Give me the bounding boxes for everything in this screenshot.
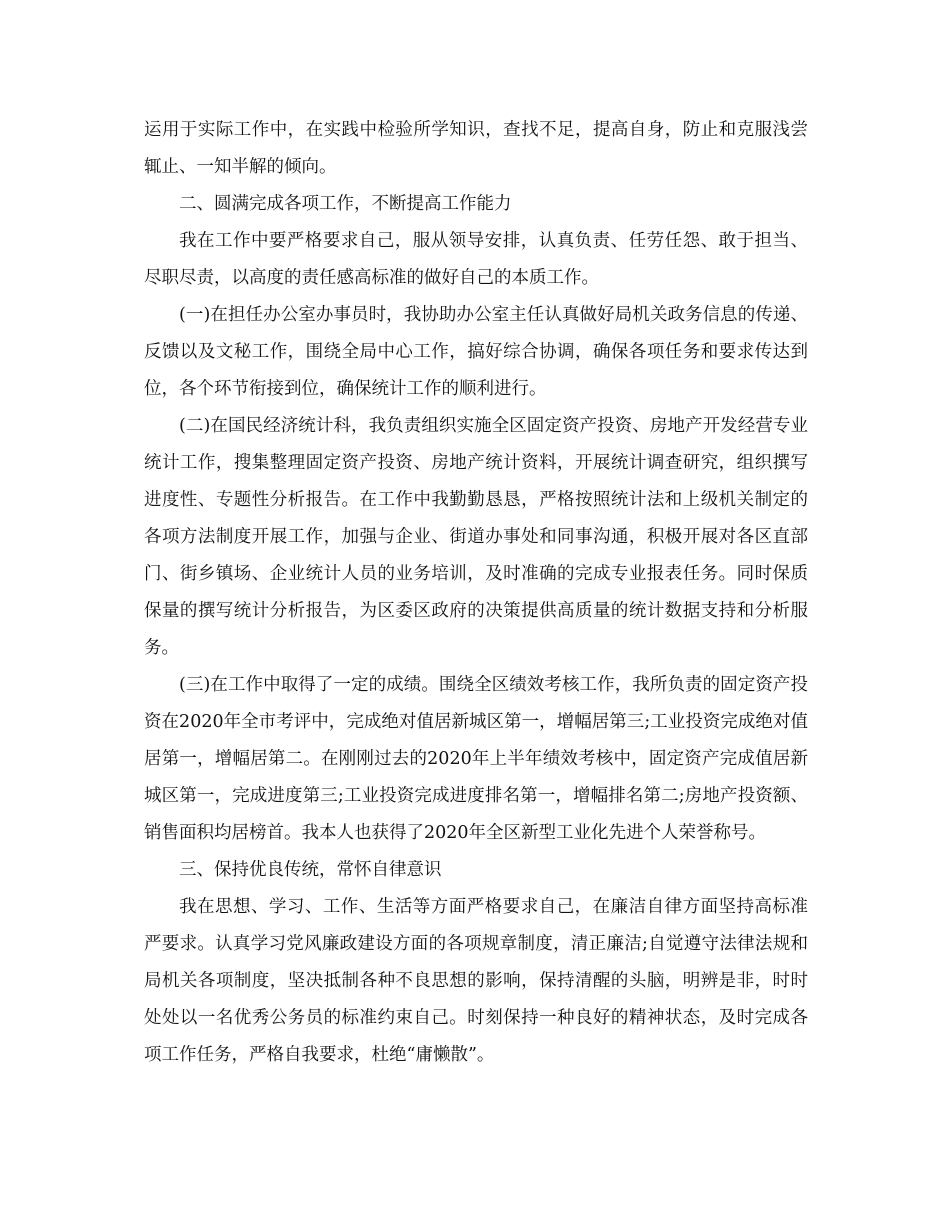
paragraph-achievements: (三)在工作中取得了一定的成绩。围绕全区绩效考核工作，我所负责的固定资产投资在2020年全市考评中，完成绝对值居新城区第一，增幅居第三;工业投资完成绝对值居第一，增幅居第二。在刚刚过去的2020年上半年绩效考核中，固定资产完成值居新城区第一，完成进度第三;工业投资完成进度排名第一，增幅排名第二;房地产投资额、销售面积均居榜首。我本人也获得了2020年全区新型工业化先进个人荣誉称号。	[144, 675, 808, 843]
paragraph-strict-requirements: 我在工作中要严格要求自己，服从领导安排，认真负责、任劳任怨、敢于担当、尽职尽责，以高度的责任感高标准的做好自己的本质工作。	[144, 231, 808, 288]
paragraph-office-clerk: (一)在担任办公室办事员时，我协助办公室主任认真做好局机关政务信息的传递、反馈以及文秘工作，围绕全局中心工作，搞好综合协调，确保各项任务和要求传达到位，各个环节衔接到位，确保统计工作的顺利进行。	[144, 305, 808, 399]
section-heading-three: 三、保持优良传统，常怀自律意识	[179, 860, 442, 880]
paragraph-statistics-section: (二)在国民经济统计科，我负责组织实施全区固定资产投资、房地产开发经营专业统计工作，搜集整理固定资产投资、房地产统计资料，开展统计调查研究，组织撰写进度性、专题性分析报告。在工作中我勤勤恳恳，严格按照统计法和上级机关制定的各项方法制度开展工作，加强与企业、街道办事处和同事沟通，积极开展对各区直部门、街乡镇场、企业统计人员的业务培训，及时准确的完成专业报表任务。同时保质保量的撰写统计分析报告，为区委区政府的决策提供高质量的统计数据支持和分析服务。	[144, 416, 808, 658]
paragraph-continuation: 运用于实际工作中，在实践中检验所学知识，查找不足，提高自身，防止和克服浅尝辄止、一知半解的倾向。	[144, 120, 808, 177]
document-page	[144, 112, 808, 1074]
paragraph-self-discipline: 我在思想、学习、工作、生活等方面严格要求自己，在廉洁自律方面坚持高标准严要求。认真学习党风廉政建设方面的各项规章制度，清正廉洁;自觉遵守法律法规和局机关各项制度，坚决抵制各种不良思想的影响，保持清醒的头脑，明辨是非，时时处处以一名优秀公务员的标准约束自己。时刻保持一种良好的精神状态，及时完成各项工作任务，严格自我要求，杜绝“庸懒散”。	[144, 897, 808, 1065]
section-heading-two: 二、圆满完成各项工作，不断提高工作能力	[179, 194, 512, 214]
